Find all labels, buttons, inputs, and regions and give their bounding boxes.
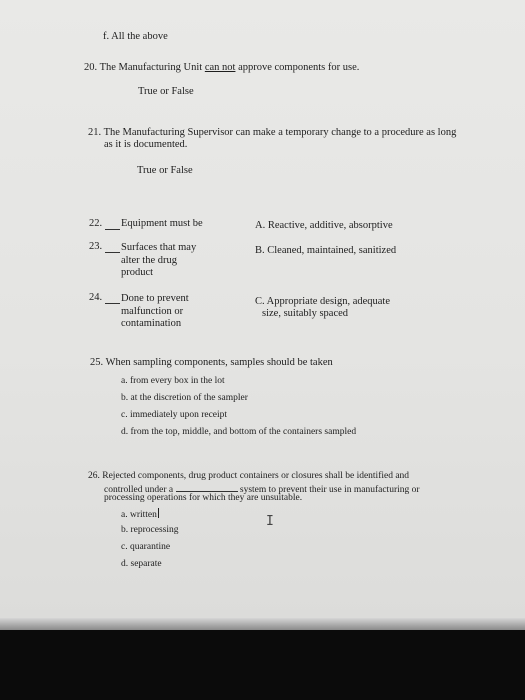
question-20-suffix: approve components for use.: [238, 62, 360, 73]
question-26-number: 26.: [88, 471, 100, 481]
question-26-line-1: [88, 471, 409, 482]
option-b: B. Cleaned, maintained, sanitized: [255, 245, 397, 256]
question-26-blank: [176, 482, 238, 492]
question-26-option-d: d. separate: [121, 559, 162, 569]
question-26-text-2b: system to prevent their use in manufacturing or: [239, 485, 420, 495]
text-caret: [158, 508, 159, 518]
option-a: A. Reactive, additive, absorptive: [255, 220, 393, 231]
question-23-number: 23.: [89, 241, 103, 252]
question-25-number: 25.: [90, 357, 104, 368]
question-21-text-1: The Manufacturing Supervisor can make a temporary change to a procedure as long: [103, 127, 457, 138]
question-26-line-3: processing operations for which they are unsuitable.: [104, 493, 303, 503]
question-20-answer: True or False: [138, 86, 194, 97]
question-21-line-1: [88, 127, 456, 139]
question-25-text: When sampling components, samples should be taken: [105, 357, 333, 368]
q19-option-f: f. All the above: [103, 31, 168, 42]
question-26-text-1: Rejected components, drug product containers or closures shall be identified and: [102, 471, 410, 481]
question-25-option-d: d. from the top, middle, and bottom of the containers sampled: [121, 427, 357, 437]
text-cursor-icon: I: [266, 514, 274, 529]
question-20-underlined: can not: [204, 62, 236, 73]
question-24-blank: [105, 303, 120, 304]
question-26-option-a-label: a. written: [121, 510, 157, 520]
question-24-number: 24.: [89, 292, 103, 303]
question-23-left-1: Surfaces that may: [121, 242, 197, 253]
question-22-number: 22.: [89, 218, 103, 229]
question-23-left-2: alter the drug: [121, 255, 177, 266]
question-24-left-3: contamination: [121, 318, 182, 329]
question-25: [90, 357, 333, 369]
question-26-text-2a: controlled under a: [104, 485, 174, 495]
question-26-option-b: b. reprocessing: [121, 525, 179, 535]
question-20-prefix: The Manufacturing Unit: [99, 62, 203, 73]
question-23-blank: [105, 252, 120, 253]
question-20-number: 20.: [84, 62, 98, 73]
question-25-option-b: b. at the discretion of the sampler: [121, 393, 248, 403]
question-26-option-a[interactable]: [121, 508, 159, 521]
question-24-left-1: Done to prevent: [121, 293, 189, 304]
question-23-left-3: product: [121, 267, 154, 278]
question-24-left-2: malfunction or: [121, 306, 184, 317]
question-21-number: 21.: [88, 127, 102, 138]
question-21-line-2: as it is documented.: [104, 139, 188, 150]
screen-bezel: [0, 618, 525, 630]
question-22-left: Equipment must be: [121, 218, 203, 229]
question-22-blank: [105, 229, 120, 230]
option-c-line-2: size, suitably spaced: [262, 308, 349, 319]
option-c-line-1: C. Appropriate design, adequate: [255, 296, 391, 307]
question-26-option-c: c. quarantine: [121, 542, 171, 552]
question-25-option-c: c. immediately upon receipt: [121, 410, 228, 420]
question-25-option-a: a. from every box in the lot: [121, 376, 225, 386]
question-21-answer: True or False: [137, 165, 193, 176]
question-20: [84, 62, 359, 74]
